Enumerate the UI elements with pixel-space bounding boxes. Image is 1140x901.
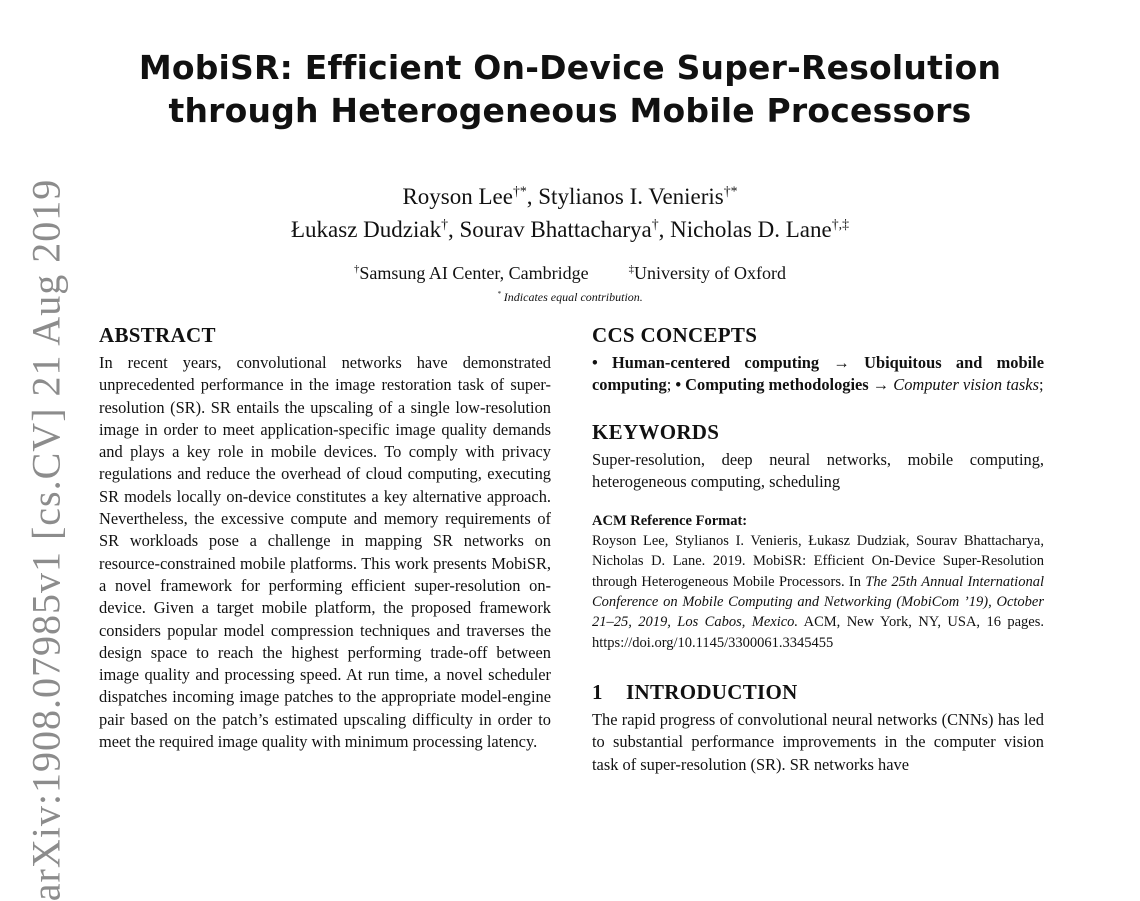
section-number: 1 [592,679,603,704]
author-list [100,180,1040,246]
acm-ref-part-3: ACM, New York, NY, USA, 16 pages. https://doi.org/10.1145/3300061.3345455 [592,614,1044,651]
arxiv-stamp: arXiv:1908.07985v1 [cs.CV] 21 Aug 2019 [23,178,69,901]
note-mark: * [497,290,501,298]
keywords-heading: KEYWORDS [592,419,720,444]
note-text: Indicates equal contribution. [500,290,643,304]
ccs-end: ; [1038,375,1044,395]
affiliation-mark: † [353,263,360,275]
ccs-concept-1: • Human-centered computing → Ubiquitous and mobile computing [592,353,1044,395]
introduction-heading [592,679,1044,705]
affiliation-mark: ‡ [628,263,635,275]
left-column [99,322,551,753]
author-marks: †,‡ [831,216,849,232]
author-sep: , [448,217,460,242]
affiliation-name: Samsung AI Center, Cambridge [359,263,589,283]
abstract-text: In recent years, convolutional networks have demonstrated unprecedented performance in the image restoration task of super-resolution (SR). SR entails the upscaling of a single low-resolution image in order to meet application-specific image quality demands and plays a key role in mobile devices. To comply with privacy regulations and reduce the overhead of cloud computing, executing SR models locally on-device constitutes a key alternative approach. Nevertheless, the excessive compute and memory requirements of SR workloads pose a challenge in mapping SR networks on resource-constrained mobile platforms. This work presents MobiSR, a novel framework for performing efficient super-resolution on-device. Given a target mobile platform, the proposed framework considers popular model compression techniques and traverses the design space to reach the highest performing trade-off between image quality and processing speed. At run time, a novel scheduler dispatches incoming image patches to the appropriate model-engine pair based on the patch’s estimated upscaling difficulty in order to meet the required image quality with minimum processing latency. [99,353,551,752]
keywords-text: Super-resolution, deep neural networks, mobile computing, heterogeneous computing, scheduling [592,449,1044,491]
author-marks: † [441,216,448,232]
affiliations [100,262,1040,284]
ccs-separator: ; [666,375,676,395]
equal-contribution-note [100,290,1040,305]
ccs-concept-2-leaf: Computer vision tasks [893,375,1039,395]
right-column [592,322,1044,776]
author-marks: † [651,216,659,232]
acm-reference-text [592,531,1044,653]
ccs-text [592,352,1044,397]
author-name: Łukasz Dudziak [291,217,442,242]
author-line-2 [100,213,1040,246]
author-line-1 [100,180,1040,213]
acm-ref-venue: The 25th Annual International Conference on Mobile Computing and Networking (MobiCom ’19), October 21–25, 2019, Los Cabos, Mexico. [592,573,1044,631]
section-title: INTRODUCTION [626,679,798,704]
acm-reference-heading: ACM Reference Format: [592,513,748,530]
ccs-concept-2: • Computing methodologies → [675,375,894,395]
title-line-1: MobiSR: Efficient On-Device Super-Resolution [138,48,1002,87]
paper-title [100,46,1040,132]
author-sep: , [526,184,539,209]
author-name: Stylianos I. Venieris [538,184,724,209]
title-line-2: through Heterogeneous Mobile Processors [168,91,972,130]
affiliation-name: University of Oxford [634,263,787,283]
author-name: Nicholas D. Lane [670,217,832,242]
author-name: Royson Lee [402,184,513,209]
author-marks: †* [512,183,527,199]
acm-ref-part-1: Royson Lee, Stylianos I. Venieris, Łukasz Dudziak, Sourav Bhattacharya, Nicholas D. Lane. 2019. MobiSR: Efficient On-Device Super-Resolution through Heterogeneous Mobile Processors. In [592,533,1044,590]
author-sep: , [658,217,671,242]
author-name: Sourav Bhattacharya [459,217,652,242]
abstract-heading: ABSTRACT [99,323,216,347]
ccs-heading: CCS CONCEPTS [592,323,758,347]
author-marks: †* [723,183,738,199]
introduction-text: The rapid progress of convolutional neural networks (CNNs) has led to substantial performance improvements in the computer vision task of super-resolution (SR). SR networks have [592,709,1044,774]
